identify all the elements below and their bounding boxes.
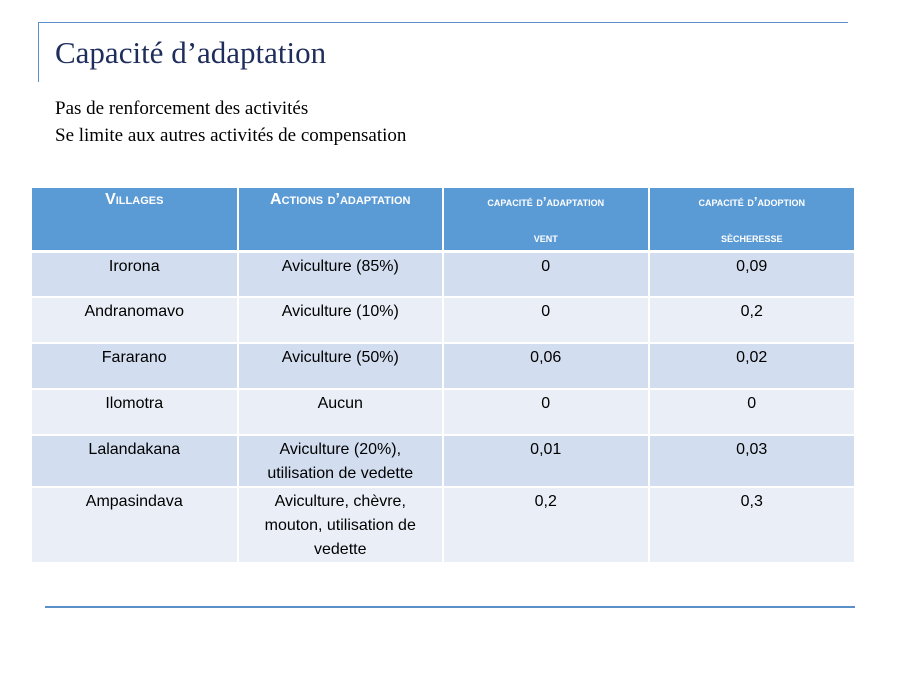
body-line-2: Se limite aux autres activités de compensation [55, 125, 407, 146]
header-adoption-secheresse [649, 188, 855, 251]
cell-vent: 0 [443, 389, 649, 435]
table-row [32, 343, 854, 389]
table-row [32, 487, 854, 563]
cell-action: Aviculture (10%) [238, 297, 444, 343]
cell-vent: 0,01 [443, 435, 649, 487]
header-villages: Villages [32, 188, 238, 251]
cell-secheresse: 0 [649, 389, 855, 435]
cell-action: Aviculture (20%), utilisation de vedette [238, 435, 444, 487]
cell-action: Aucun [238, 389, 444, 435]
left-accent-line [38, 22, 39, 82]
cell-village: Irorona [32, 251, 238, 297]
table-row [32, 435, 854, 487]
table-row [32, 297, 854, 343]
table-row [32, 389, 854, 435]
body-line-1: Pas de renforcement des activités [55, 98, 309, 119]
cell-action: Aviculture (50%) [238, 343, 444, 389]
header-capacite-vent [443, 188, 649, 251]
cell-action: Aviculture (85%) [238, 251, 444, 297]
cell-village: Ampasindava [32, 487, 238, 563]
cell-secheresse: 0,03 [649, 435, 855, 487]
cell-vent: 0 [443, 297, 649, 343]
cell-village: Ilomotra [32, 389, 238, 435]
cell-vent: 0,06 [443, 343, 649, 389]
cell-village: Andranomavo [32, 297, 238, 343]
cell-vent: 0,2 [443, 487, 649, 563]
header-secheresse-label: sècheresse [720, 230, 783, 245]
cell-secheresse: 0,3 [649, 487, 855, 563]
header-adoption-label: capacité d’adoption [698, 194, 806, 209]
header-actions: Actions d’adaptation [238, 188, 444, 251]
slide-body-text [55, 95, 406, 149]
cell-village: Fararano [32, 343, 238, 389]
header-vent-label: vent [533, 230, 558, 245]
table-row [32, 251, 854, 297]
cell-village: Lalandakana [32, 435, 238, 487]
cell-action: Aviculture, chèvre, mouton, utilisation de vedette [238, 487, 444, 563]
header-capacite-label: capacité d’adaptation [487, 194, 605, 209]
table-header-row [32, 188, 854, 251]
adaptation-table [32, 188, 854, 564]
slide-title: Capacité d’adaptation [55, 35, 327, 70]
cell-secheresse: 0,02 [649, 343, 855, 389]
bottom-accent-line [45, 606, 855, 608]
top-accent-line [38, 22, 848, 23]
cell-secheresse: 0,09 [649, 251, 855, 297]
cell-secheresse: 0,2 [649, 297, 855, 343]
cell-vent: 0 [443, 251, 649, 297]
